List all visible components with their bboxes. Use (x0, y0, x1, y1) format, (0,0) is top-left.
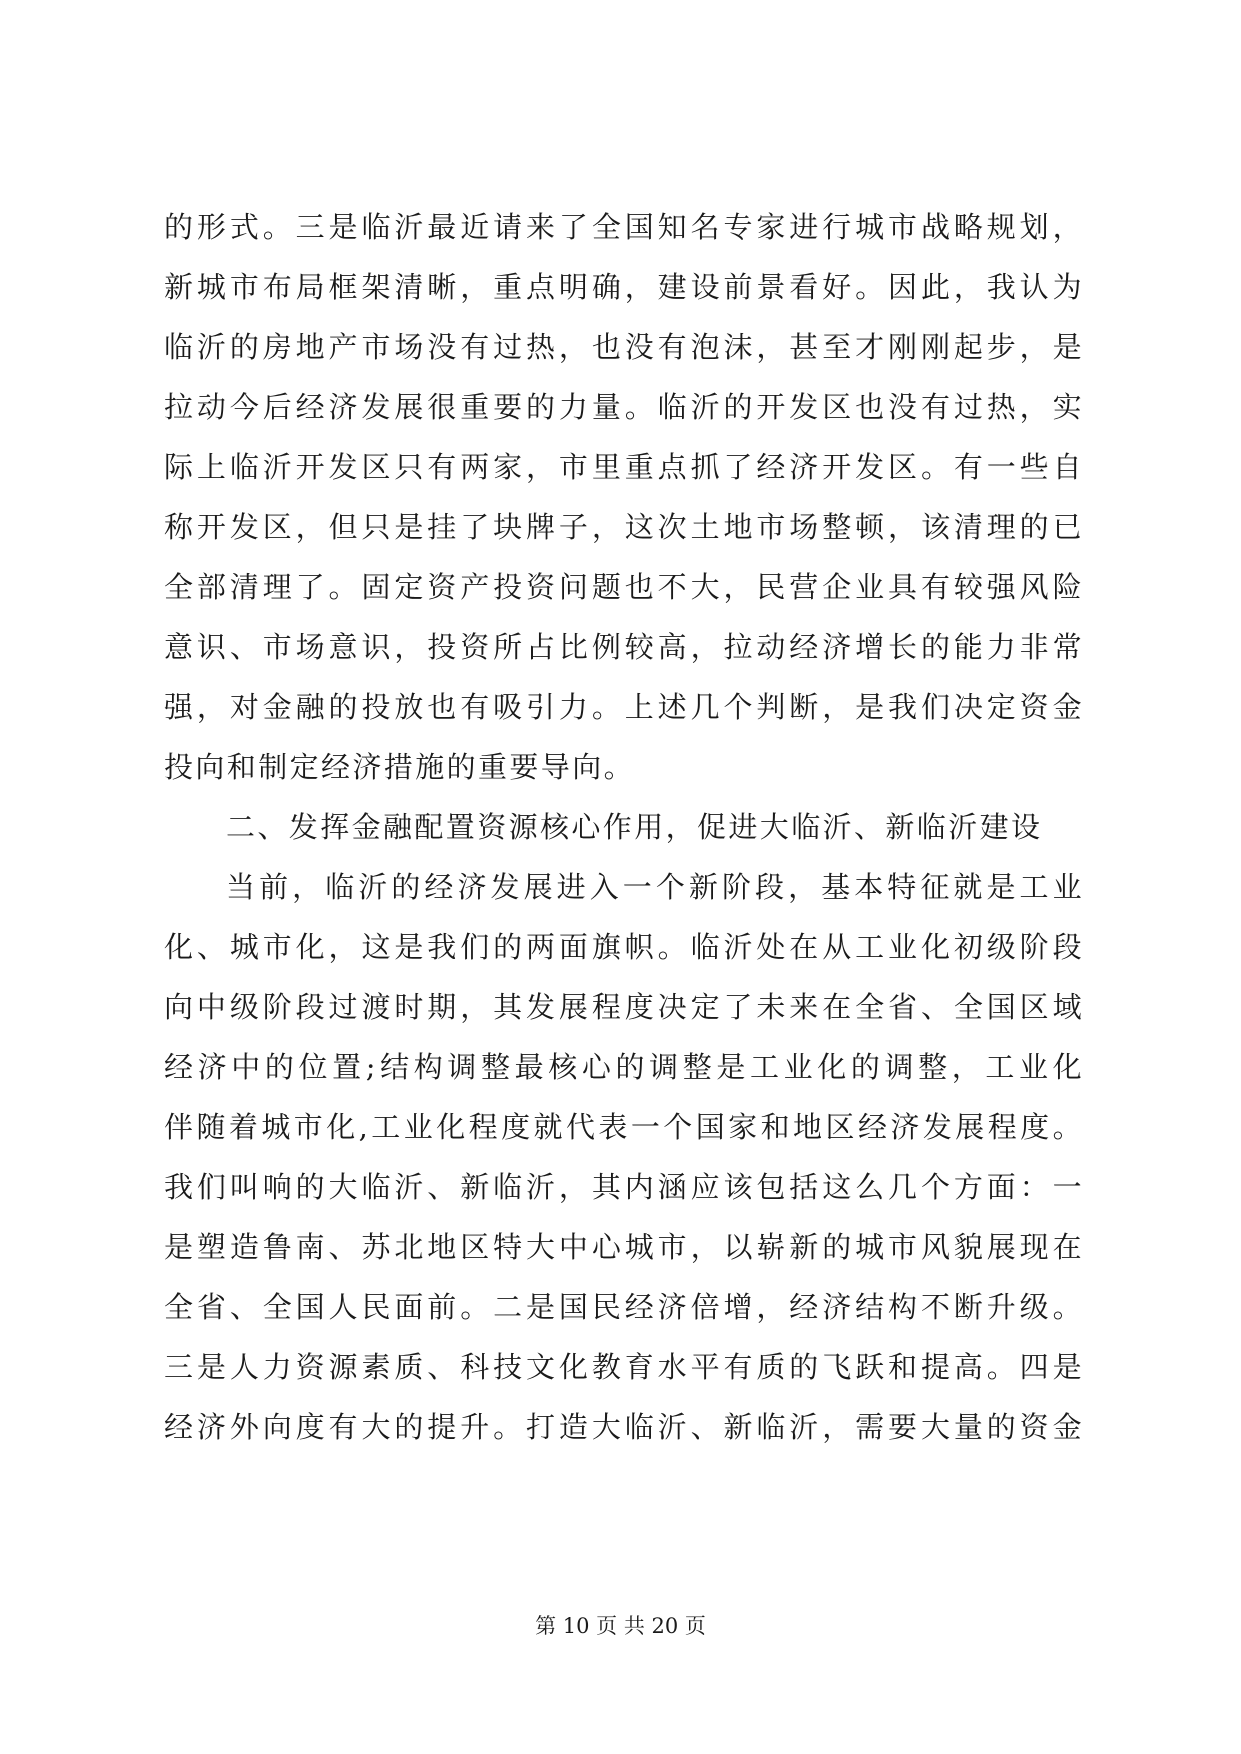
text-line: 三是人力资源素质、科技文化教育水平有质的飞跃和提高。四是 (164, 1350, 1084, 1384)
text-line: 意识、市场意识，投资所占比例较高，拉动经济增长的能力非常 (164, 630, 1084, 664)
text-line: 拉动今后经济发展很重要的力量。临沂的开发区也没有过热，实 (164, 390, 1084, 424)
text-line: 全省、全国人民面前。二是国民经济倍增，经济结构不断升级。 (164, 1290, 1084, 1324)
text-line: 经济中的位置;结构调整最核心的调整是工业化的调整，工业化 (164, 1050, 1084, 1084)
text-line: 强，对金融的投放也有吸引力。上述几个判断，是我们决定资金 (164, 690, 1084, 724)
text-line: 伴随着城市化,工业化程度就代表一个国家和地区经济发展程度。 (164, 1110, 1084, 1144)
section-heading: 二、发挥金融配置资源核心作用，促进大临沂、新临沂建设 (226, 810, 1043, 844)
text-line: 新城市布局框架清晰，重点明确，建设前景看好。因此，我认为 (164, 270, 1084, 304)
text-line: 化、城市化，这是我们的两面旗帜。临沂处在从工业化初级阶段 (164, 930, 1084, 964)
text-line: 称开发区，但只是挂了块牌子，这次土地市场整顿，该清理的已 (164, 510, 1084, 544)
text-line: 投向和制定经济措施的重要导向。 (164, 750, 636, 784)
text-line: 经济外向度有大的提升。打造大临沂、新临沂，需要大量的资金 (164, 1410, 1084, 1444)
text-line: 际上临沂开发区只有两家，市里重点抓了经济开发区。有一些自 (164, 450, 1084, 484)
text-line: 向中级阶段过渡时期，其发展程度决定了未来在全省、全国区域 (164, 990, 1084, 1024)
text-line: 全部清理了。固定资产投资问题也不大，民营企业具有较强风险 (164, 570, 1084, 604)
text-line: 当前，临沂的经济发展进入一个新阶段，基本特征就是工业 (226, 870, 1084, 904)
text-line: 临沂的房地产市场没有过热，也没有泡沫，甚至才刚刚起步，是 (164, 330, 1084, 364)
text-line: 是塑造鲁南、苏北地区特大中心城市，以崭新的城市风貌展现在 (164, 1230, 1084, 1264)
document-body (164, 197, 1084, 1457)
page-number: 第 10 页 共 20 页 (535, 1614, 706, 1638)
text-line: 的形式。三是临沂最近请来了全国知名专家进行城市战略规划， (164, 210, 1084, 244)
text-line: 我们叫响的大临沂、新临沂，其内涵应该包括这么几个方面：一 (164, 1170, 1084, 1204)
